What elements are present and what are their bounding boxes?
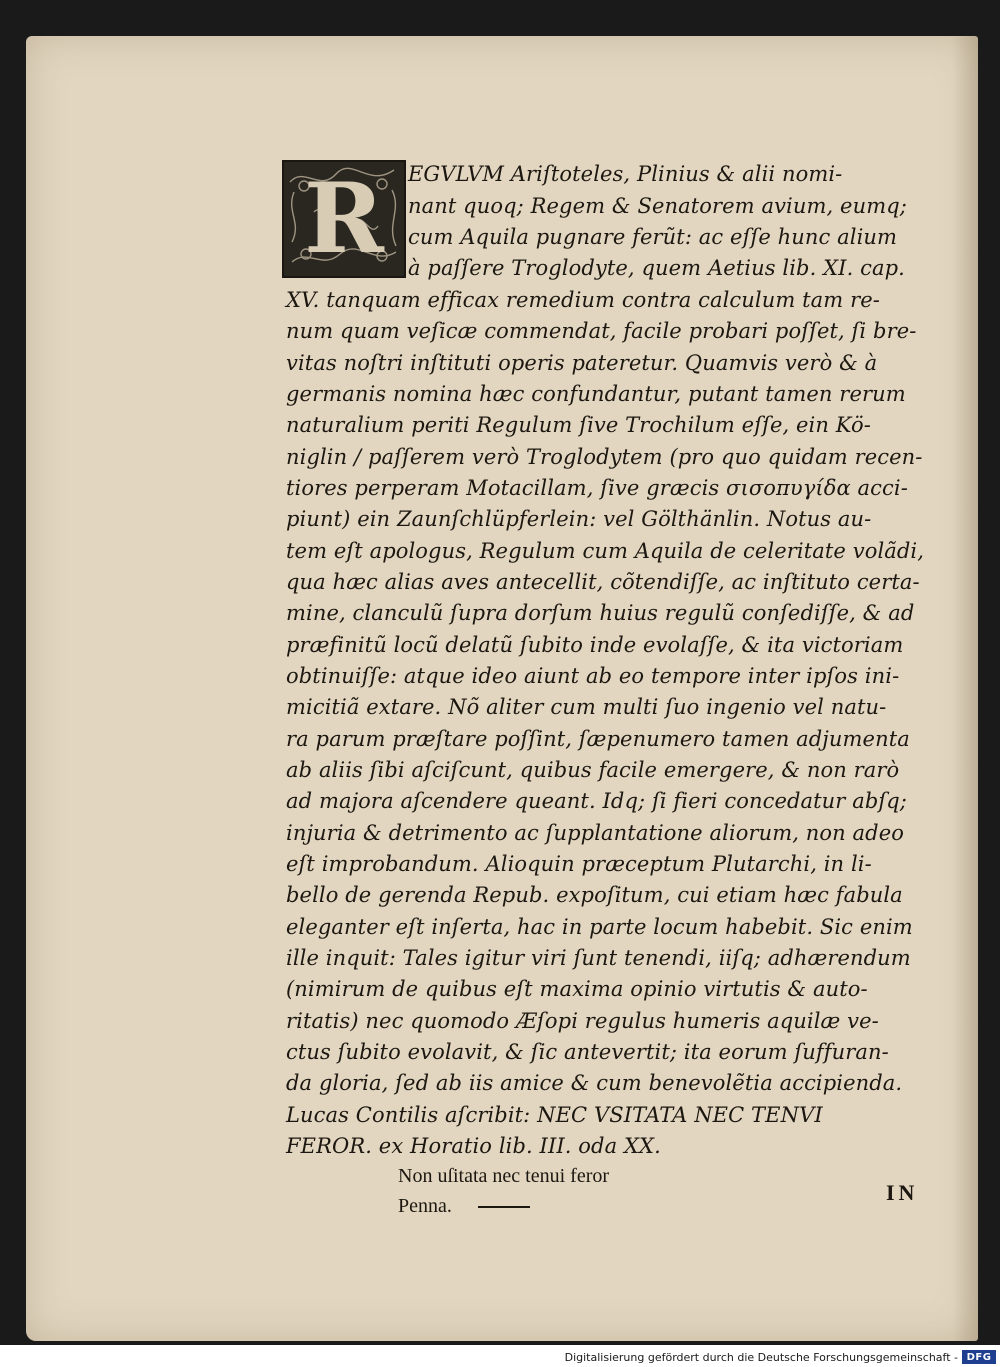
verse-line: Penna. <box>398 1195 452 1217</box>
text-line: eleganter eſt inſerta, hac in parte locum habebit. Sic enim <box>286 915 913 939</box>
text-line: ab aliis ſibi aſciſcunt, quibus facile emergere, & non rarò <box>286 758 900 782</box>
text-line: germanis nomina hæc confundantur, putant tamen rerum <box>286 382 906 406</box>
verse-line: Non uſitata nec tenui feror <box>398 1165 610 1187</box>
text-line: qua hæc alias aves antecellit, cõtendiſſe, ac inſtituto certa- <box>286 570 920 594</box>
footer-credit: Digitalisierung gefördert durch die Deutsche Forschungsgemeinschaft - <box>564 1351 958 1364</box>
text-line: Lucas Contilis aſcribit: NEC VSITATA NEC TENVI <box>286 1103 823 1127</box>
catchword: IN <box>886 1180 919 1205</box>
text-line: vitas noſtri inſtituti operis pateretur. Quamvis verò & à <box>286 351 878 375</box>
text-line: ritatis) nec quomodo Æſopi regulus humeris aquilæ ve- <box>286 1009 879 1033</box>
text-line: obtinuiſſe: atque ideo aiunt ab eo tempore inter ipſos ini- <box>286 664 900 688</box>
text-line: ra parum præſtare poſſint, ſæpenumero tamen adjumenta <box>286 727 910 751</box>
text-line: nant quoq; Regem & Senatorem avium, eumq; <box>408 194 907 218</box>
text-line: injuria & detrimento ac ſupplantatione aliorum, non adeo <box>286 821 904 845</box>
text-line: eſt improbandum. Alioquin præceptum Plutarchi, in li- <box>286 852 872 876</box>
text-line: XV. tanquam efficax remedium contra calculum tam re- <box>286 288 880 312</box>
text-line: (nimirum de quibus eſt maxima opinio virtutis & auto- <box>286 977 868 1001</box>
text-line: niglin / paſſerem verò Troglodytem (pro quo quidam recen- <box>286 445 923 469</box>
text-line: ad majora aſcendere queant. Idq; ſi fieri concedatur abſq; <box>286 789 907 813</box>
text-line: num quam veſicæ commendat, facile probari poſſet, ſi bre- <box>286 319 917 343</box>
text-line: tiores perperam Motacillam, ſive græcis σισοπυγίδα acci- <box>286 476 908 500</box>
text-line: bello de gerenda Repub. expoſitum, cui etiam hæc fabula <box>286 883 903 907</box>
text-line: ille inquit: Tales igitur viri ſunt tenendi, iiſq; adhærendum <box>286 946 911 970</box>
dfg-logo: DFG <box>962 1350 996 1364</box>
verse-dash <box>478 1206 530 1208</box>
text-line: micitiã extare. Nõ aliter cum multi ſuo ingenio vel natu- <box>286 695 887 719</box>
text-line: tem eſt apologus, Regulum cum Aquila de celeritate volãdi, <box>286 539 925 563</box>
text-line: da gloria, ſed ab iis amice & cum benevolẽtia accipienda. <box>286 1071 903 1095</box>
text-line: ctus ſubito evolavit, & ſic antevertit; ita eorum ſuffuran- <box>286 1040 889 1064</box>
text-line: mine, clanculũ ſupra dorſum huius regulũ conſediſſe, & ad <box>286 601 915 625</box>
text-line: cum Aquila pugnare ferũt: ac eſſe hunc alium <box>408 225 898 249</box>
text-line: piunt) ein Zaunſchlüpferlein: vel Gölthänlin. Notus au- <box>286 507 872 531</box>
text-line: EGVLVM Ariſtoteles, Plinius & alii nomi- <box>408 162 843 186</box>
digitization-footer <box>0 1345 1000 1367</box>
text-line: à paſſere Troglodyte, quem Aetius lib. XI. cap. <box>408 256 905 280</box>
initial-letter: R <box>304 162 384 275</box>
text-line: naturalium periti Regulum ſive Trochilum eſſe, ein Kö- <box>286 413 871 437</box>
text-line: præfinitũ locũ delatũ ſubito inde evolaſſe, & ita victoriam <box>286 633 904 657</box>
text-line: FEROR. ex Horatio lib. III. oda XX. <box>286 1134 661 1158</box>
